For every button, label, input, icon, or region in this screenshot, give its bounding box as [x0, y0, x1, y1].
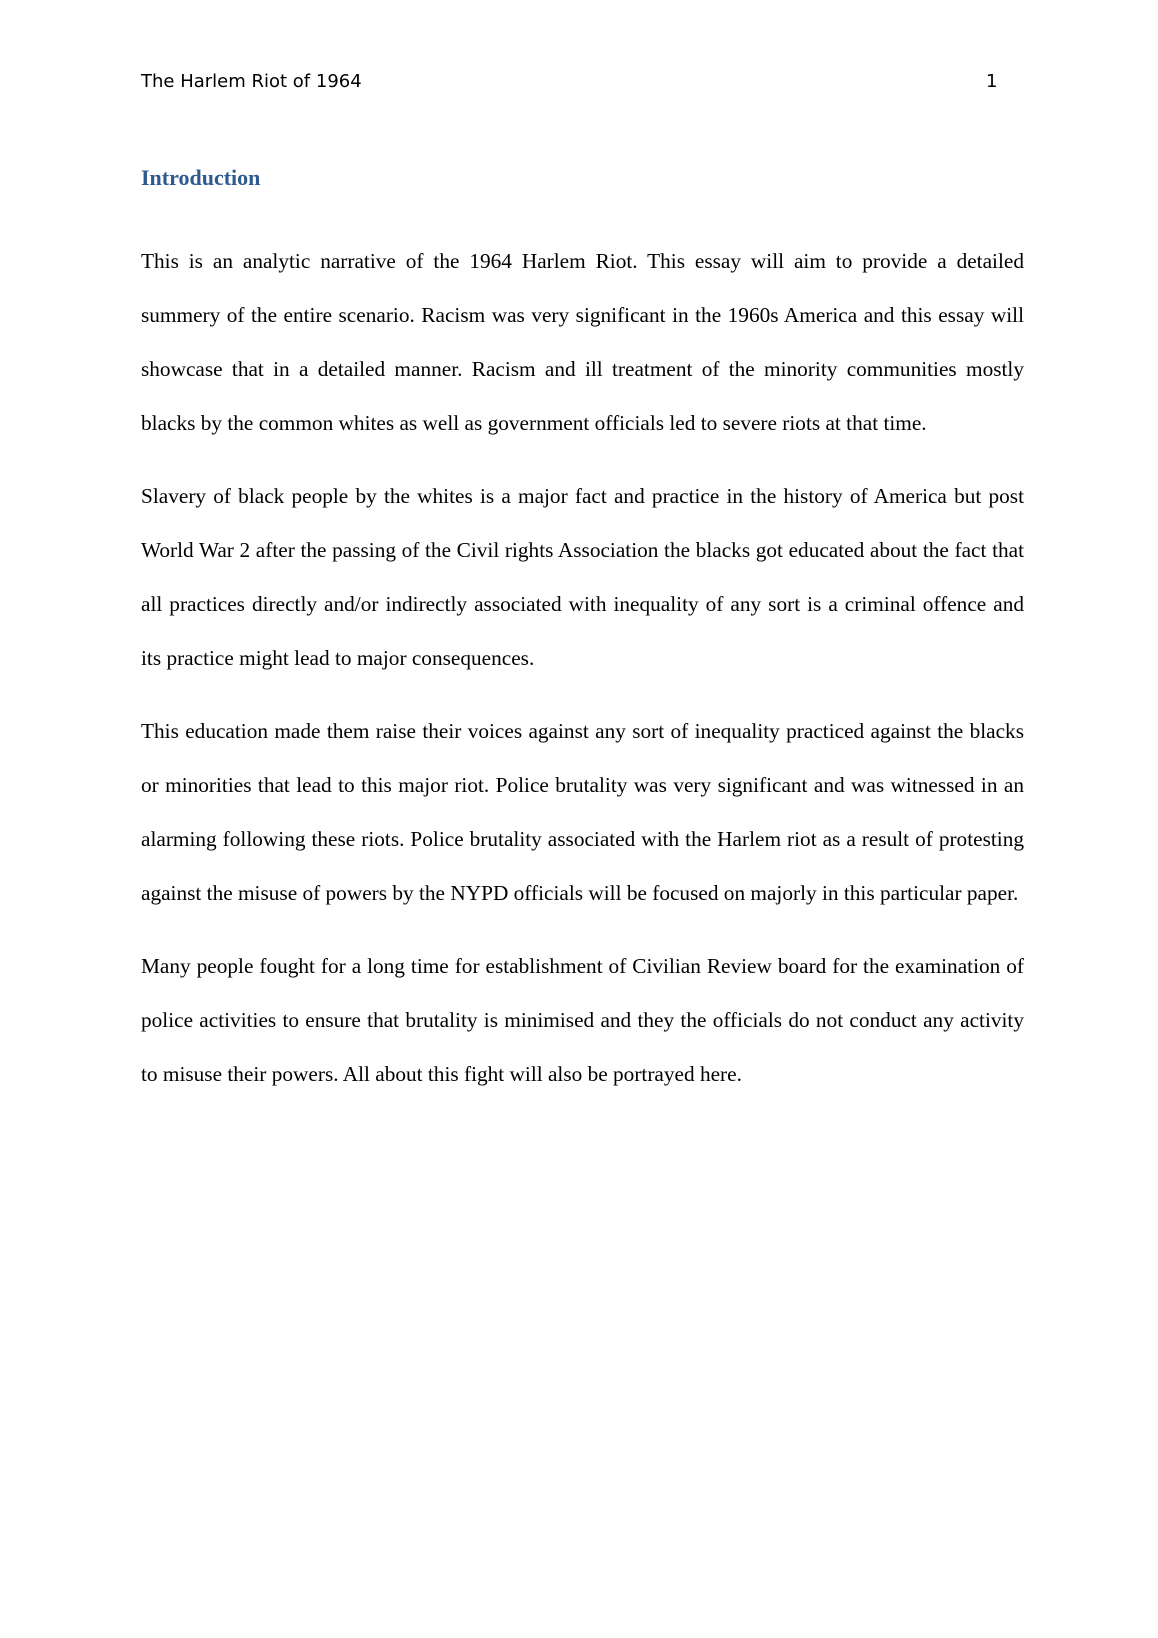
paragraph-2: Slavery of black people by the whites is a major fact and practice in the history of America but post World War 2 after the passing of the Civil rights Association the blacks got educated about the fact that all practices directly and/or indirectly associated with inequality of any sort is a criminal offence and its practice might lead to major consequences.: [141, 484, 1024, 670]
paragraph-3: This education made them raise their voices against any sort of inequality practiced against the blacks or minorities that lead to this major riot. Police brutality was very significant and was witnessed in an alarming following these riots. Police brutality associated with the Harlem riot as a result of protesting against the misuse of powers by the NYPD officials will be focused on majorly in this particular paper.: [141, 719, 1024, 905]
paragraph-4: Many people fought for a long time for establishment of Civilian Review board for the examination of police activities to ensure that brutality is minimised and they the officials do not conduct any activity to misuse their powers. All about this fight will also be portrayed here.: [141, 954, 1024, 1086]
running-head-title: The Harlem Riot of 1964: [141, 71, 362, 92]
paragraph-1: This is an analytic narrative of the 1964 Harlem Riot. This essay will aim to provide a detailed summery of the entire scenario. Racism was very significant in the 1960s America and this essay will showcase that in a detailed manner. Racism and ill treatment of the minority communities mostly blacks by the common whites as well as government officials led to severe riots at that time.: [141, 249, 1024, 435]
document-body: [141, 234, 1024, 1120]
section-heading-introduction: Introduction: [141, 165, 261, 190]
page-number: 1: [986, 71, 998, 92]
